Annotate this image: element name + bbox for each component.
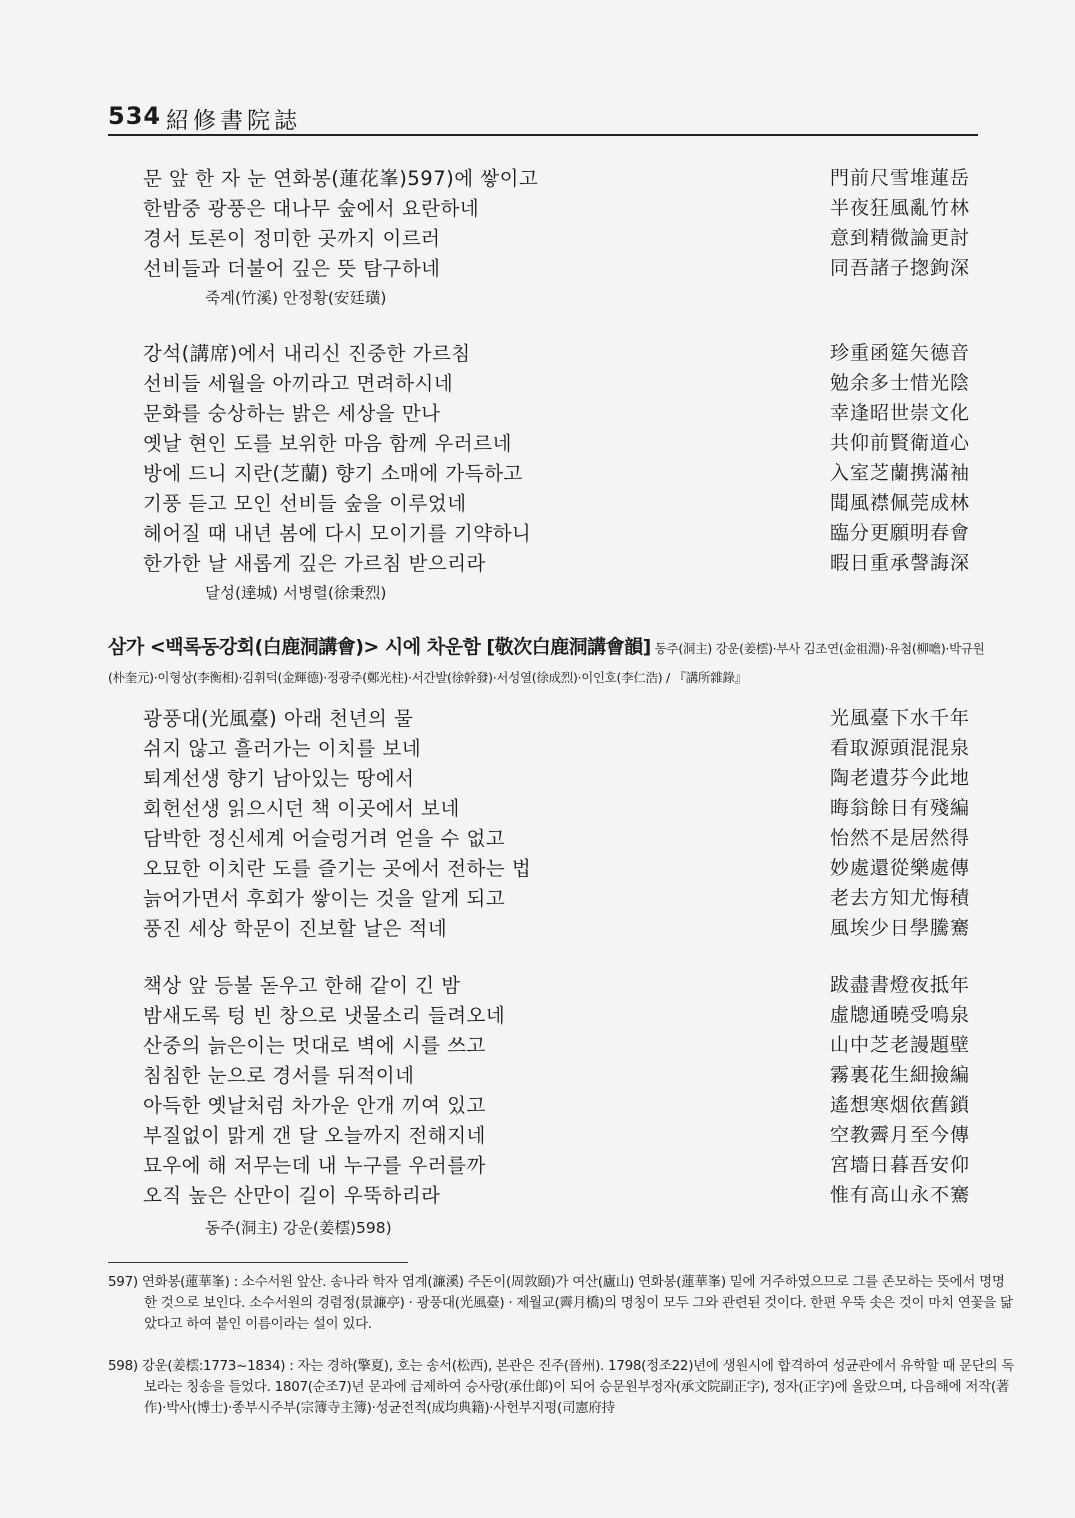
korean-verse: 문화를 숭상하는 밝은 세상을 만나	[143, 402, 441, 425]
classical-verse: 山中芝老謾題壁	[829, 1034, 970, 1056]
korean-verse: 한가한 날 새롭게 깊은 가르침 받으리라	[143, 552, 486, 575]
footnote-597	[108, 1272, 1016, 1335]
korean-verse: 광풍대(光風臺) 아래 천년의 물	[143, 707, 414, 730]
korean-verse: 퇴계선생 향기 남아있는 땅에서	[143, 767, 415, 790]
classical-verse: 惟有高山永不騫	[829, 1184, 970, 1206]
korean-verse: 부질없이 맑게 갠 달 오늘까지 전해지네	[143, 1124, 486, 1147]
classical-verse: 妙處還從樂處傳	[829, 857, 970, 879]
footnote-divider	[108, 1262, 408, 1263]
classical-verse: 空教霽月至今傳	[829, 1124, 970, 1146]
classical-verse: 入室芝蘭携滿袖	[829, 462, 970, 484]
classical-verse: 門前尺雪堆蓮岳	[829, 167, 970, 189]
poem-line	[0, 1060, 1075, 1090]
poem-line	[0, 398, 1075, 428]
korean-verse: 선비들 세월을 아끼라고 면려하시네	[143, 372, 454, 395]
korean-verse: 오직 높은 산만이 길이 우뚝하리라	[143, 1184, 441, 1207]
classical-verse: 光風臺下水千年	[829, 707, 970, 729]
poem-line	[0, 733, 1075, 763]
section-participants: 동주(洞主) 강운(姜橒)·부사 김조연(金祖淵)·유첨(柳噡)·박규원	[654, 641, 985, 656]
korean-verse: 강석(講席)에서 내리신 진중한 가르침	[143, 342, 471, 365]
poem-line	[0, 1030, 1075, 1060]
poem-line	[0, 1000, 1075, 1030]
classical-verse: 宮墻日暮吾安仰	[829, 1154, 970, 1176]
poem-line	[0, 223, 1075, 253]
classical-verse: 勉余多士惜光陰	[829, 372, 970, 394]
poem-line	[0, 1090, 1075, 1120]
classical-verse: 老去方知尤悔積	[829, 887, 970, 909]
poem-line	[0, 518, 1075, 548]
poem-author: 달성(達城) 서병렬(徐秉烈)	[205, 584, 387, 602]
classical-verse: 陶老遺芬今此地	[829, 767, 970, 789]
poem-line	[0, 913, 1075, 943]
classical-verse: 意到精微論更討	[829, 227, 970, 249]
poem-line	[0, 163, 1075, 193]
poem-line	[0, 428, 1075, 458]
classical-verse: 同吾諸子揔鉤深	[829, 257, 970, 279]
poem-line	[0, 253, 1075, 283]
section-title: 삼가 <백록동강회(白鹿洞講會)> 시에 차운함 [敬次白鹿洞講會韻]	[108, 636, 651, 658]
footnote-598	[108, 1356, 1016, 1419]
korean-verse: 오묘한 이치란 도를 즐기는 곳에서 전하는 법	[143, 857, 532, 880]
classical-verse: 共仰前賢衛道心	[829, 432, 970, 454]
korean-verse: 문 앞 한 자 눈 연화봉(蓮花峯)597)에 쌓이고	[143, 167, 539, 190]
classical-verse: 風埃少日學騰騫	[829, 917, 970, 939]
classical-verse: 聞風襟佩莞成林	[829, 492, 970, 514]
korean-verse: 헤어질 때 내년 봄에 다시 모이기를 기약하니	[143, 522, 532, 545]
classical-verse: 跋盡書燈夜抵年	[829, 974, 970, 996]
poem-line	[0, 883, 1075, 913]
classical-verse: 臨分更願明春會	[829, 522, 970, 544]
footnote-number: 597)	[108, 1274, 138, 1290]
poem-line	[0, 823, 1075, 853]
korean-verse: 산중의 늙은이는 멋대로 벽에 시를 쓰고	[143, 1034, 486, 1057]
poem-line	[0, 703, 1075, 733]
poem-line	[0, 1180, 1075, 1210]
poem-line	[0, 793, 1075, 823]
classical-verse: 暇日重承謦誨深	[829, 552, 970, 574]
classical-verse: 怡然不是居然得	[829, 827, 970, 849]
korean-verse: 경서 토론이 정미한 곳까지 이르러	[143, 227, 441, 250]
korean-verse: 회헌선생 읽으시던 책 이곳에서 보네	[143, 797, 460, 820]
footnote-number: 598)	[108, 1358, 138, 1374]
classical-verse: 珍重函筵矢德音	[829, 342, 970, 364]
korean-verse: 한밤중 광풍은 대나무 숲에서 요란하네	[143, 197, 480, 220]
korean-verse: 선비들과 더불어 깊은 뜻 탐구하네	[143, 257, 441, 280]
korean-verse: 담박한 정신세계 어슬렁거려 얻을 수 없고	[143, 827, 506, 850]
korean-verse: 옛날 현인 도를 보위한 마음 함께 우러르네	[143, 432, 512, 455]
poem-author: 죽계(竹溪) 안정황(安廷璜)	[205, 289, 387, 307]
classical-verse: 霧裏花生細撿編	[829, 1064, 970, 1086]
classical-verse: 半夜狂風亂竹林	[829, 197, 970, 219]
footnote-text: 연화봉(蓮華峯) : 소수서원 앞산. 송나라 학자 염계(濂溪) 주돈이(周敦頤)가 여산(廬山) 연화봉(蓮華峯) 밑에 거주하였으므로 그를 존모하는 뜻에서 명명한 것으로 보인다. 소수서원의 경렴정(景濂亭) · 광풍대(光風臺) · 제월교(霽月橋)의 명칭이 모두 그와 관련된 것이다. 한편 우뚝 솟은 것이 마치 연꽃을 닮았다고 하여 붙인 이름이라는 설이 있다.	[141, 1274, 1013, 1332]
page-number: 534	[108, 102, 162, 130]
classical-verse: 幸逢昭世崇文化	[829, 402, 970, 424]
korean-verse: 방에 드니 지란(芝蘭) 향기 소매에 가득하고	[143, 462, 523, 485]
poem-line	[0, 1120, 1075, 1150]
korean-verse: 풍진 세상 학문이 진보할 날은 적네	[143, 917, 448, 940]
book-title: 紹修書院誌	[166, 108, 301, 134]
poem-line	[0, 193, 1075, 223]
korean-verse: 쉬지 않고 흘러가는 이치를 보네	[143, 737, 422, 760]
poem-line	[0, 338, 1075, 368]
section-participants-continued: (朴奎元)·이형상(李衡相)·김휘덕(金輝德)·정광주(鄭光柱)·서간발(徐幹發)·서성열(徐成烈)·이인호(李仁浩) / 『講所雜錄』	[108, 670, 747, 685]
footnote-text: 강운(姜橒:1773~1834) : 자는 경하(擎夏), 호는 송서(松西), 본관은 진주(晉州). 1798(정조22)년에 생원시에 합격하여 성균관에서 유학할 때 문단의 독보라는 칭송을 들었다. 1807(순조7)년 문과에 급제하여 승사랑(承仕郞)이 되어 승문원부정자(承文院副正字), 정자(正字)에 올랐으며, 다음해에 저작(著作)·박사(博士)·종부시주부(宗簿寺主簿)·성균전적(成均典籍)·사헌부지평(司憲府持	[141, 1358, 1015, 1416]
classical-verse: 遙想寒烟依舊鎖	[829, 1094, 970, 1116]
classical-verse: 晦翁餘日有殘編	[829, 797, 970, 819]
korean-verse: 침침한 눈으로 경서를 뒤적이네	[143, 1064, 415, 1087]
page-header	[108, 100, 978, 136]
korean-verse: 책상 앞 등불 돋우고 한해 같이 긴 밤	[143, 974, 461, 997]
poem-line	[0, 368, 1075, 398]
poem-line	[0, 548, 1075, 578]
korean-verse: 아득한 옛날처럼 차가운 안개 끼여 있고	[143, 1094, 486, 1117]
korean-verse: 묘우에 해 저무는데 내 누구를 우러를까	[143, 1154, 486, 1177]
poem-line	[0, 1150, 1075, 1180]
classical-verse: 看取源頭混混泉	[829, 737, 970, 759]
poem-line	[0, 458, 1075, 488]
poem-line	[0, 763, 1075, 793]
classical-verse: 虛牕通曉受鳴泉	[829, 1004, 970, 1026]
poem-line	[0, 488, 1075, 518]
section-heading	[108, 632, 988, 659]
korean-verse: 밤새도록 텅 빈 창으로 냇물소리 들려오네	[143, 1004, 506, 1027]
korean-verse: 늙어가면서 후회가 쌓이는 것을 알게 되고	[143, 887, 506, 910]
poem-line	[0, 970, 1075, 1000]
korean-verse: 기풍 듣고 모인 선비들 숲을 이루었네	[143, 492, 467, 515]
poem-author: 동주(洞主) 강운(姜橒)598)	[205, 1219, 392, 1237]
poem-line	[0, 853, 1075, 883]
